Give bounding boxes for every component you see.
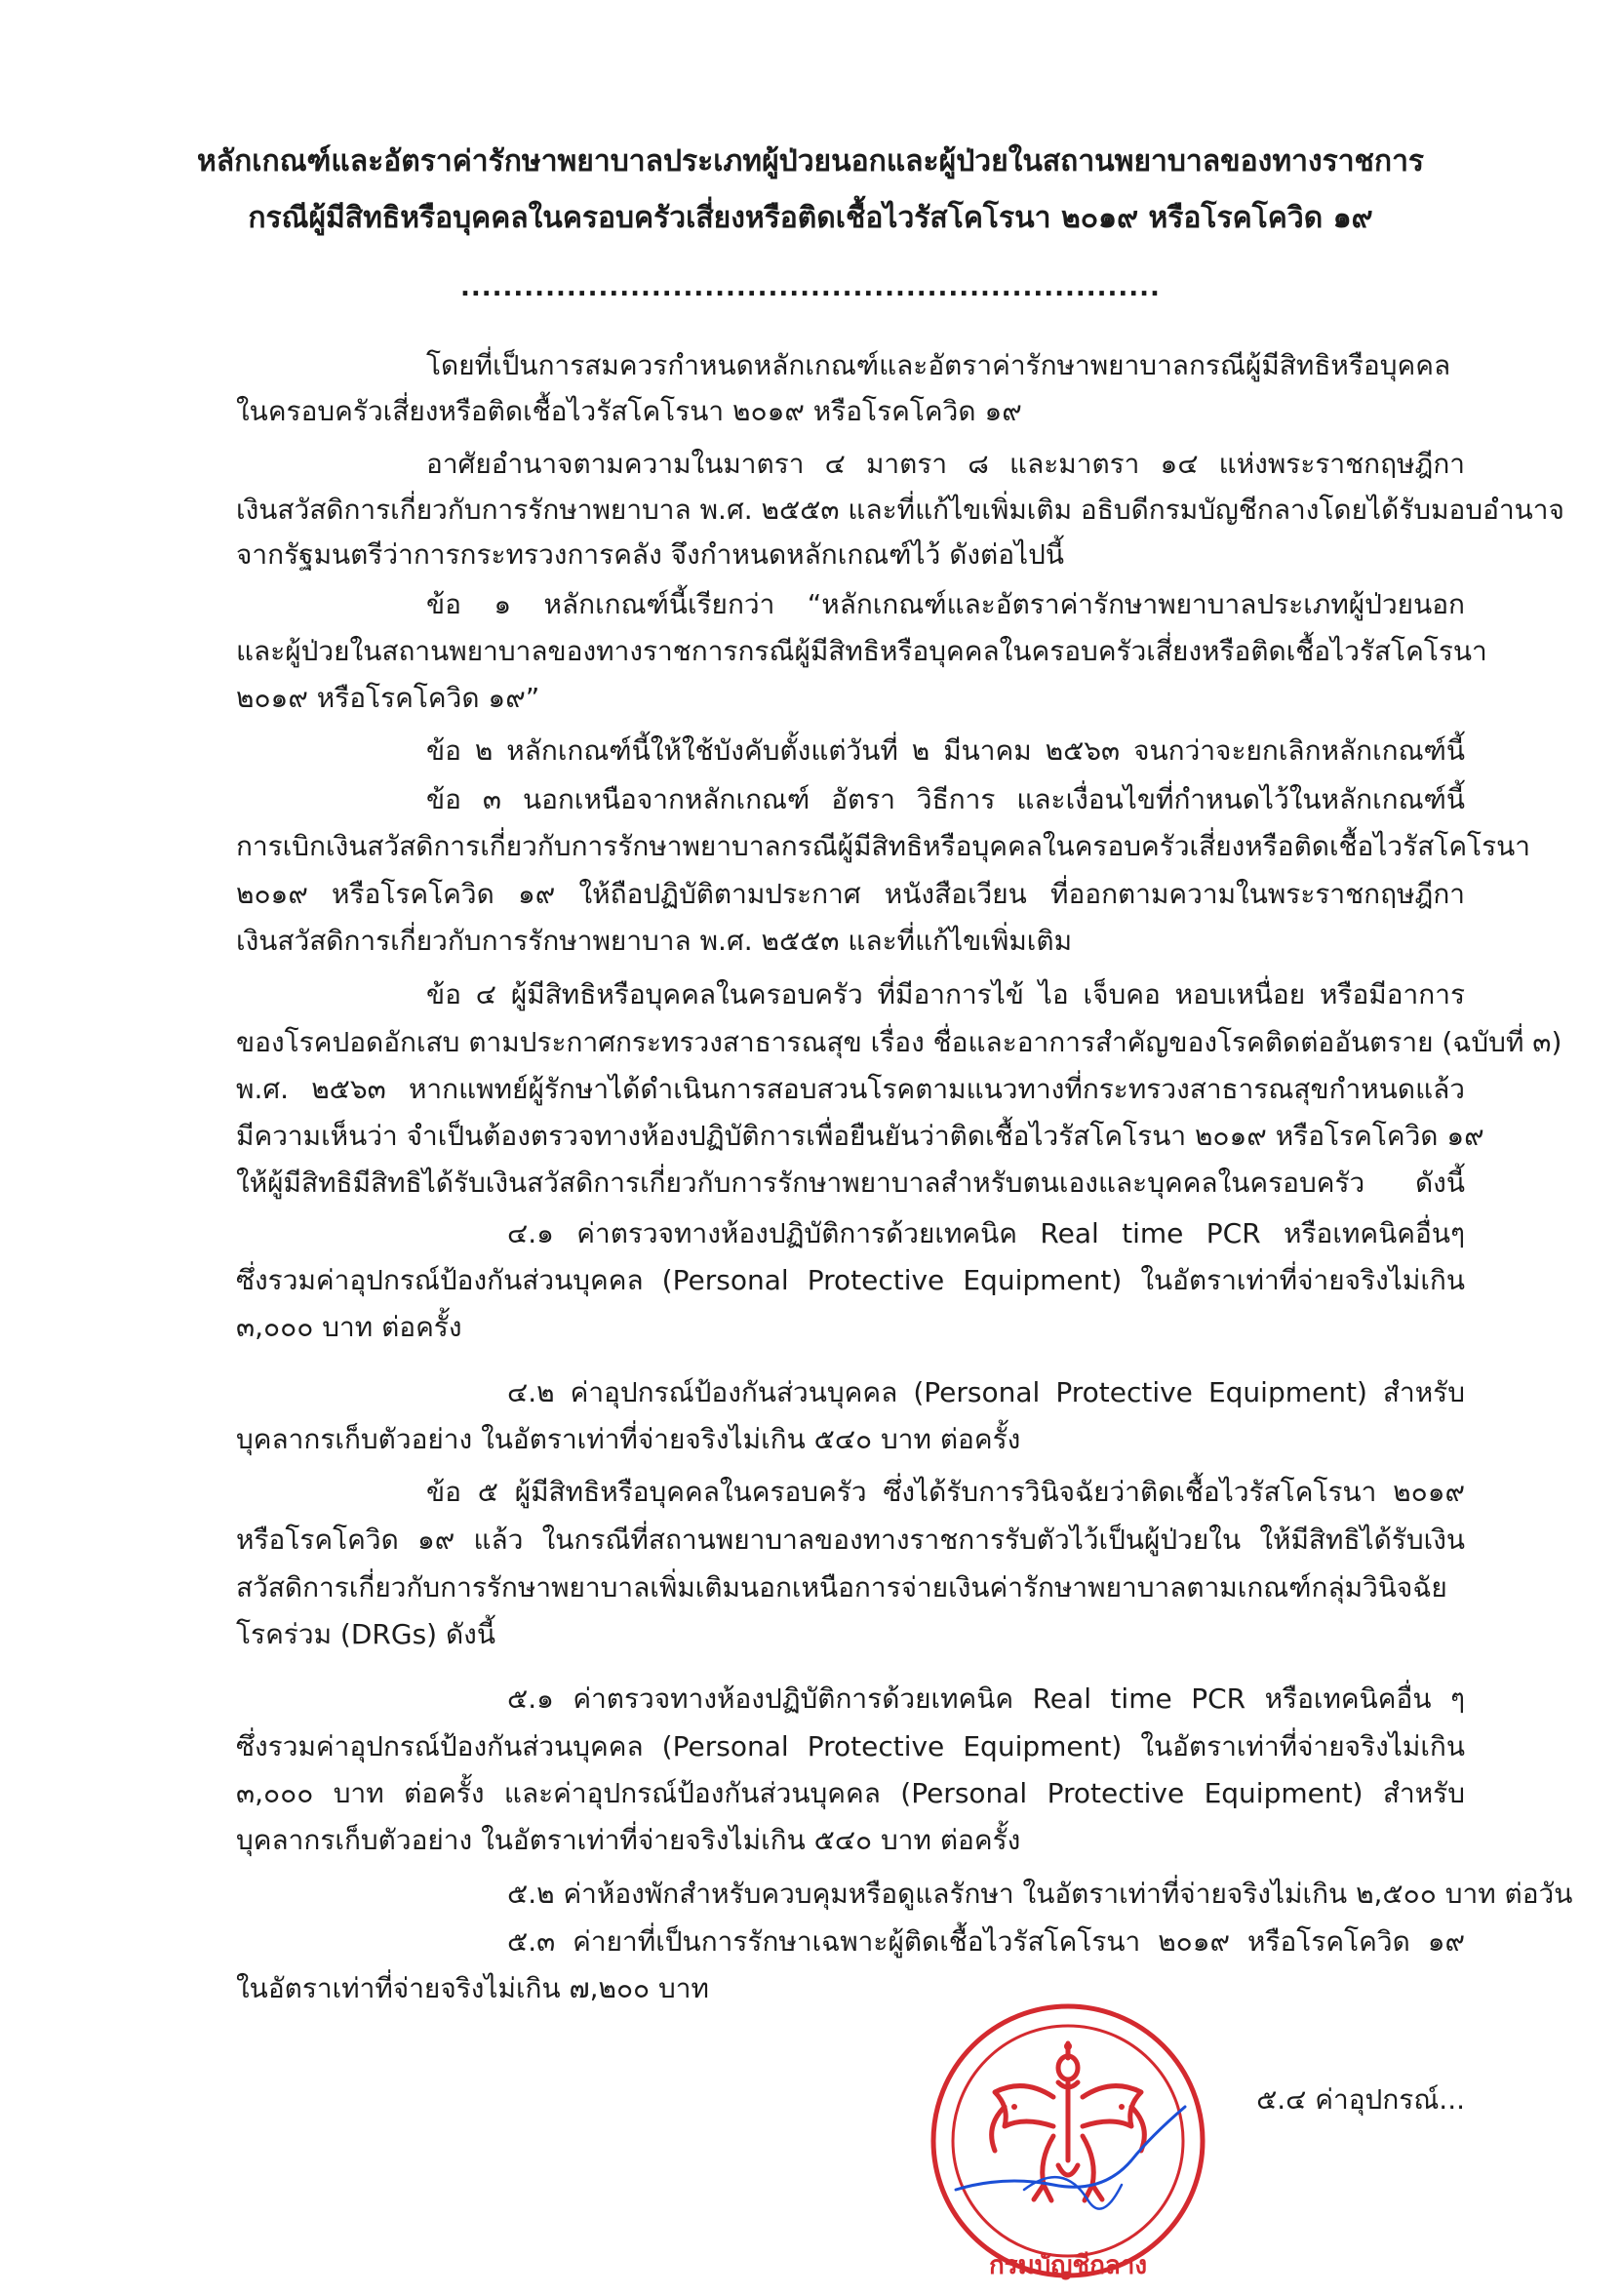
continuation-text: ๕.๔ ค่าอุปกรณ์... bbox=[1256, 2083, 1465, 2116]
body-line: ในอัตราเท่าที่จ่ายจริงไม่เกิน ๗,๒๐๐ บาท bbox=[236, 1972, 709, 2004]
body-line: เงินสวัสดิการเกี่ยวกับการรักษาพยาบาล พ.ศ. ๒๕๕๓ และที่แก้ไขเพิ่มเติม bbox=[236, 925, 1073, 957]
body-line: ๕.๑ ค่าตรวจทางห้องปฏิบัติการด้วยเทคนิค Real time PCR หรือเทคนิคอื่น ๆ bbox=[507, 1682, 1465, 1715]
garuda-seal-stamp bbox=[917, 1990, 1219, 2292]
body-line: บุคลากรเก็บตัวอย่าง ในอัตราเท่าที่จ่ายจริงไม่เกิน ๕๔๐ บาท ต่อครั้ง bbox=[236, 1423, 1021, 1455]
body-line: ข้อ ๔ ผู้มีสิทธิหรือบุคคลในครอบครัว ที่มีอาการไข้ ไอ เจ็บคอ หอบเหนื่อย หรือมีอาการ bbox=[426, 978, 1465, 1010]
body-line: ซึ่งรวมค่าอุปกรณ์ป้องกันส่วนบุคคล (Personal Protective Equipment) ในอัตราเท่าที่จ่ายจริงไม่เกิน bbox=[236, 1730, 1465, 1762]
body-line: สวัสดิการเกี่ยวกับการรักษาพยาบาลเพิ่มเติมนอกเหนือการจ่ายเงินค่ารักษาพยาบาลตามเกณฑ์กลุ่มวินิจฉัย bbox=[236, 1571, 1447, 1603]
title-separator: .................................................................. bbox=[460, 273, 1161, 302]
document-title-line-2: กรณีผู้มีสิทธิหรือบุคคลในครอบครัวเสี่ยงหรือติดเชื้อไวรัสโคโรนา ๒๐๑๙ หรือโรคโควิด ๑๙ bbox=[248, 201, 1373, 235]
body-line: ๕.๓ ค่ายาที่เป็นการรักษาเฉพาะผู้ติดเชื้อไวรัสโคโรนา ๒๐๑๙ หรือโรคโควิด ๑๙ bbox=[507, 1925, 1465, 1958]
body-line: ในครอบครัวเสี่ยงหรือติดเชื้อไวรัสโคโรนา ๒๐๑๙ หรือโรคโควิด ๑๙ bbox=[236, 395, 1022, 427]
body-line: โดยที่เป็นการสมควรกำหนดหลักเกณฑ์และอัตราค่ารักษาพยาบาลกรณีผู้มีสิทธิหรือบุคคล bbox=[426, 349, 1451, 381]
body-line: ซึ่งรวมค่าอุปกรณ์ป้องกันส่วนบุคคล (Personal Protective Equipment) ในอัตราเท่าที่จ่ายจริงไม่เกิน bbox=[236, 1264, 1465, 1296]
body-line: ๓,๐๐๐ บาท ต่อครั้ง และค่าอุปกรณ์ป้องกันส่วนบุคคล (Personal Protective Equipment) สำหรับ bbox=[236, 1777, 1465, 1809]
body-line: ๒๐๑๙ หรือโรคโควิด ๑๙ ให้ถือปฏิบัติตามประกาศ หนังสือเวียน ที่ออกตามความในพระราชกฤษฎีกา bbox=[236, 878, 1465, 910]
body-line: ข้อ ๕ ผู้มีสิทธิหรือบุคคลในครอบครัว ซึ่งได้รับการวินิจฉัยว่าติดเชื้อไวรัสโคโรนา ๒๐๑๙ bbox=[426, 1476, 1465, 1508]
body-line: มีความเห็นว่า จำเป็นต้องตรวจทางห้องปฏิบัติการเพื่อยืนยันว่าติดเชื้อไวรัสโคโรนา ๒๐๑๙ หรือโรคโควิด ๑๙ bbox=[236, 1120, 1484, 1152]
body-line: ๕.๒ ค่าห้องพักสำหรับควบคุมหรือดูแลรักษา ในอัตราเท่าที่จ่ายจริงไม่เกิน ๒,๕๐๐ บาท ต่อวัน bbox=[507, 1878, 1573, 1910]
body-line: ข้อ ๒ หลักเกณฑ์นี้ให้ใช้บังคับตั้งแต่วันที่ ๒ มีนาคม ๒๕๖๓ จนกว่าจะยกเลิกหลักเกณฑ์นี้ bbox=[426, 734, 1465, 767]
body-line: จากรัฐมนตรีว่าการกระทรวงการคลัง จึงกำหนดหลักเกณฑ์ไว้ ดังต่อไปนี้ bbox=[236, 538, 1065, 571]
document-title-line-1: หลักเกณฑ์และอัตราค่ารักษาพยาบาลประเภทผู้ป่วยนอกและผู้ป่วยในสถานพยาบาลของทางราชการ bbox=[196, 144, 1425, 178]
body-line: ให้ผู้มีสิทธิมีสิทธิได้รับเงินสวัสดิการเกี่ยวกับการรักษาพยาบาลสำหรับตนเองและบุคคลในครอบครัว ดังนี้ bbox=[236, 1167, 1465, 1199]
body-line: บุคลากรเก็บตัวอย่าง ในอัตราเท่าที่จ่ายจริงไม่เกิน ๕๔๐ บาท ต่อครั้ง bbox=[236, 1824, 1021, 1856]
body-line: โรคร่วม (DRGs) ดังนี้ bbox=[236, 1618, 495, 1650]
body-line: การเบิกเงินสวัสดิการเกี่ยวกับการรักษาพยาบาลกรณีผู้มีสิทธิหรือบุคคลในครอบครัวเสี่ยงหรือติดเชื้อไวรัสโคโรนา bbox=[236, 830, 1530, 862]
body-line: ข้อ ๓ นอกเหนือจากหลักเกณฑ์ อัตรา วิธีการ และเงื่อนไขที่กำหนดไว้ในหลักเกณฑ์นี้ bbox=[426, 783, 1465, 815]
body-line: ๔.๒ ค่าอุปกรณ์ป้องกันส่วนบุคคล (Personal Protective Equipment) สำหรับ bbox=[507, 1376, 1465, 1408]
body-line: ๔.๑ ค่าตรวจทางห้องปฏิบัติการด้วยเทคนิค Real time PCR หรือเทคนิคอื่นๆ bbox=[507, 1217, 1465, 1249]
signature-mark bbox=[917, 1990, 1219, 2292]
body-line: อาศัยอำนาจตามความในมาตรา ๔ มาตรา ๘ และมาตรา ๑๔ แห่งพระราชกฤษฎีกา bbox=[426, 448, 1465, 480]
body-line: ของโรคปอดอักเสบ ตามประกาศกระทรวงสาธารณสุข เรื่อง ชื่อและอาการสำคัญของโรคติดต่ออันตราย (ฉบับที่ ๓) bbox=[236, 1026, 1562, 1058]
body-line: ๒๐๑๙ หรือโรคโควิด ๑๙” bbox=[236, 682, 540, 714]
body-line: เงินสวัสดิการเกี่ยวกับการรักษาพยาบาล พ.ศ. ๒๕๕๓ และที่แก้ไขเพิ่มเติม อธิบดีกรมบัญชีกลางโดยได้รับมอบอำนาจ bbox=[236, 494, 1564, 526]
body-line: หรือโรคโควิด ๑๙ แล้ว ในกรณีที่สถานพยาบาลของทางราชการรับตัวไว้เป็นผู้ป่วยใน ให้มีสิทธิได้รับเงิน bbox=[236, 1524, 1465, 1556]
body-line: ข้อ ๑ หลักเกณฑ์นี้เรียกว่า “หลักเกณฑ์และอัตราค่ารักษาพยาบาลประเภทผู้ป่วยนอก bbox=[426, 588, 1465, 620]
body-line: และผู้ป่วยในสถานพยาบาลของทางราชการกรณีผู้มีสิทธิหรือบุคคลในครอบครัวเสี่ยงหรือติดเชื้อไวรัสโคโรนา bbox=[236, 635, 1487, 667]
stamp-label: กรมบัญชีกลาง bbox=[988, 2251, 1148, 2280]
body-line: พ.ศ. ๒๕๖๓ หากแพทย์ผู้รักษาได้ดำเนินการสอบสวนโรคตามแนวทางที่กระทรวงสาธารณสุขกำหนดแล้ว bbox=[236, 1073, 1465, 1105]
body-line: ๓,๐๐๐ บาท ต่อครั้ง bbox=[236, 1311, 462, 1343]
